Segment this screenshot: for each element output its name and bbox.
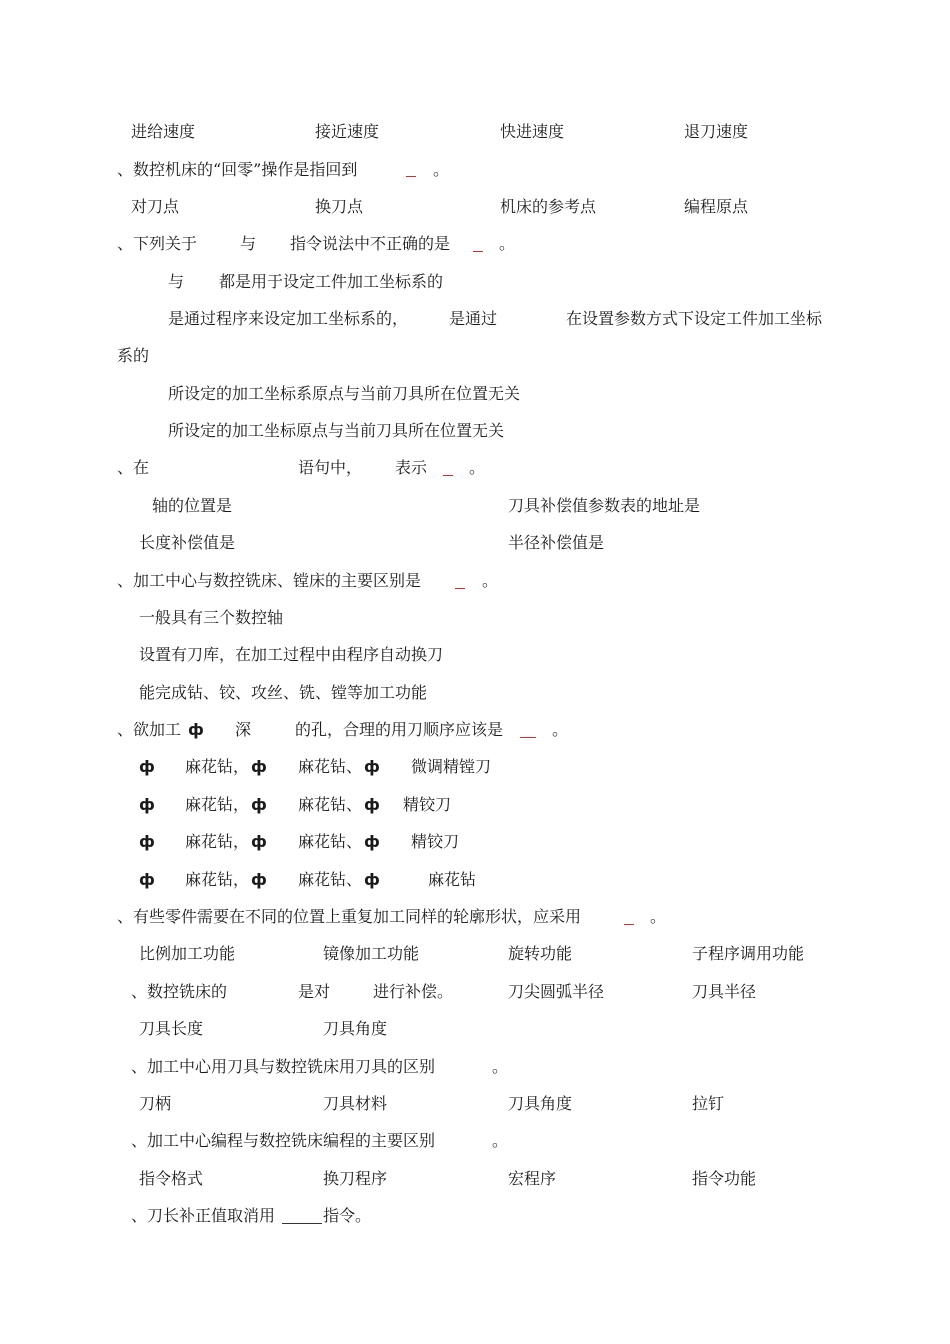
q7-option-b: 刀具半径: [692, 982, 757, 1001]
q1-option-b: 换刀点: [315, 197, 364, 216]
q0-option-a: 进给速度: [131, 122, 196, 141]
q2-option-b-part1: 是通过程序来设定加工坐标系的，: [168, 309, 409, 328]
q6-end: 。: [650, 907, 667, 926]
q5-option-a-phi-3: ф: [364, 757, 380, 776]
q4-end: 。: [482, 571, 499, 590]
q5-option-d-phi-2: ф: [251, 870, 267, 889]
q2-answer-blank: [473, 251, 483, 252]
q3-answer-blank: [443, 475, 453, 476]
q5-option-b-phi-1: ф: [139, 795, 155, 814]
q6-option-b: 镜像加工功能: [323, 944, 420, 963]
q5-option-d-phi-3: ф: [364, 870, 380, 889]
q8-stem: 、加工中心用刀具与数控铣床用刀具的区别: [131, 1057, 436, 1076]
q3-option-d: 半径补偿值是: [508, 533, 605, 552]
q5-option-d-phi-1: ф: [139, 870, 155, 889]
q5-option-c-part2: 麻花钻、: [298, 832, 363, 851]
q4-stem: 、加工中心与数控铣床、镗床的主要区别是: [117, 571, 422, 590]
q5-option-c-part1: 麻花钻，: [185, 832, 250, 851]
q5-option-a-phi-1: ф: [139, 757, 155, 776]
q2-option-b-continuation: 系的: [117, 346, 150, 365]
q3-option-a: 轴的位置是: [152, 496, 233, 515]
q7-option-c: 刀具长度: [139, 1019, 204, 1038]
q5-option-c-phi-2: ф: [251, 832, 267, 851]
q1-answer-blank: [406, 176, 416, 177]
q2-option-d: 所设定的加工坐标原点与当前刀具所在位置无关: [168, 421, 505, 440]
q9-option-b: 换刀程序: [323, 1169, 388, 1188]
q8-option-b: 刀具材料: [323, 1094, 388, 1113]
q6-stem: 、有些零件需要在不同的位置上重复加工同样的轮廓形状，应采用: [117, 907, 582, 926]
q9-stem: 、加工中心编程与数控铣床编程的主要区别: [131, 1131, 436, 1150]
q1-end: 。: [433, 160, 450, 179]
q5-answer-blank: [520, 737, 536, 738]
q3-stem-b: 语句中，: [298, 458, 363, 477]
q0-option-b: 接近速度: [315, 122, 380, 141]
q0-option-c: 快进速度: [500, 122, 565, 141]
q3-stem-a: 、在: [117, 458, 150, 477]
q8-option-c: 刀具角度: [508, 1094, 573, 1113]
q2-option-c: 所设定的加工坐标系原点与当前刀具所在位置无关: [168, 384, 521, 403]
q6-option-c: 旋转功能: [508, 944, 573, 963]
q2-stem-a: 、下列关于: [117, 234, 198, 253]
q5-option-a-phi-2: ф: [251, 757, 267, 776]
q3-option-c: 长度补偿值是: [139, 533, 236, 552]
q5-stem-a: 、欲加工: [117, 720, 182, 739]
q4-option-a: 一般具有三个数控轴: [139, 608, 284, 627]
q5-option-c-part3: 精铰刀: [411, 832, 460, 851]
q8-option-a: 刀柄: [139, 1094, 172, 1113]
q1-option-d: 编程原点: [684, 197, 749, 216]
q7-option-d: 刀具角度: [323, 1019, 388, 1038]
q10-end: 指令。: [323, 1206, 372, 1225]
q2-stem-c: 指令说法中不正确的是: [290, 234, 451, 253]
q10-stem: 、刀长补正值取消用: [131, 1206, 276, 1225]
q5-option-a-part3: 微调精镗刀: [411, 757, 492, 776]
q7-stem-a: 、数控铣床的: [131, 982, 228, 1001]
q5-option-a-part1: 麻花钻，: [185, 757, 250, 776]
q7-option-a: 刀尖圆弧半径: [508, 982, 605, 1001]
q2-option-b-part2: 是通过: [449, 309, 498, 328]
q2-end: 。: [499, 234, 516, 253]
q4-option-b: 设置有刀库，在加工过程中由程序自动换刀: [139, 645, 444, 664]
q5-phi-symbol: ф: [188, 720, 204, 739]
q3-option-b: 刀具补偿值参数表的地址是: [508, 496, 701, 515]
q2-option-b-part3: 在设置参数方式下设定工件加工坐标: [566, 309, 823, 328]
q1-stem: 、数控机床的“回零”操作是指回到: [117, 160, 358, 179]
q6-option-d: 子程序调用功能: [692, 944, 805, 963]
q5-end: 。: [552, 720, 569, 739]
q7-stem-b: 是对: [298, 982, 331, 1001]
q5-option-d-part1: 麻花钻，: [185, 870, 250, 889]
q6-option-a: 比例加工功能: [139, 944, 236, 963]
q3-end: 。: [469, 458, 486, 477]
q0-option-d: 退刀速度: [684, 122, 749, 141]
q6-answer-blank: [624, 924, 634, 925]
q2-stem-b: 与: [240, 234, 257, 253]
q8-end: 。: [492, 1057, 509, 1076]
q2-option-a-part2: 都是用于设定工件加工坐标系的: [219, 272, 444, 291]
q9-option-d: 指令功能: [692, 1169, 757, 1188]
q10-answer-blank: [282, 1223, 322, 1224]
q9-end: 。: [492, 1131, 509, 1150]
q5-option-b-phi-3: ф: [364, 795, 380, 814]
q5-option-c-phi-3: ф: [364, 832, 380, 851]
q4-option-c: 能完成钻、铰、攻丝、铣、镗等加工功能: [139, 683, 428, 702]
q7-stem-c: 进行补偿。: [373, 982, 454, 1001]
q5-option-b-part1: 麻花钻，: [185, 795, 250, 814]
q3-stem-c: 表示: [395, 458, 428, 477]
q5-option-d-part3: 麻花钻: [428, 870, 477, 889]
q5-option-c-phi-1: ф: [139, 832, 155, 851]
q5-option-b-phi-2: ф: [251, 795, 267, 814]
q5-option-b-part3: 精铰刀: [403, 795, 452, 814]
q1-option-c: 机床的参考点: [500, 197, 597, 216]
q9-option-c: 宏程序: [508, 1169, 557, 1188]
q2-option-a-part1: 与: [168, 272, 185, 291]
q9-option-a: 指令格式: [139, 1169, 204, 1188]
q1-option-a: 对刀点: [131, 197, 180, 216]
q8-option-d: 拉钉: [692, 1094, 725, 1113]
q5-stem-c: 的孔，合理的用刀顺序应该是: [295, 720, 504, 739]
q5-stem-b: 深: [235, 720, 252, 739]
q4-answer-blank: [455, 588, 465, 589]
q5-option-d-part2: 麻花钻、: [298, 870, 363, 889]
q5-option-b-part2: 麻花钻、: [298, 795, 363, 814]
q5-option-a-part2: 麻花钻、: [298, 757, 363, 776]
